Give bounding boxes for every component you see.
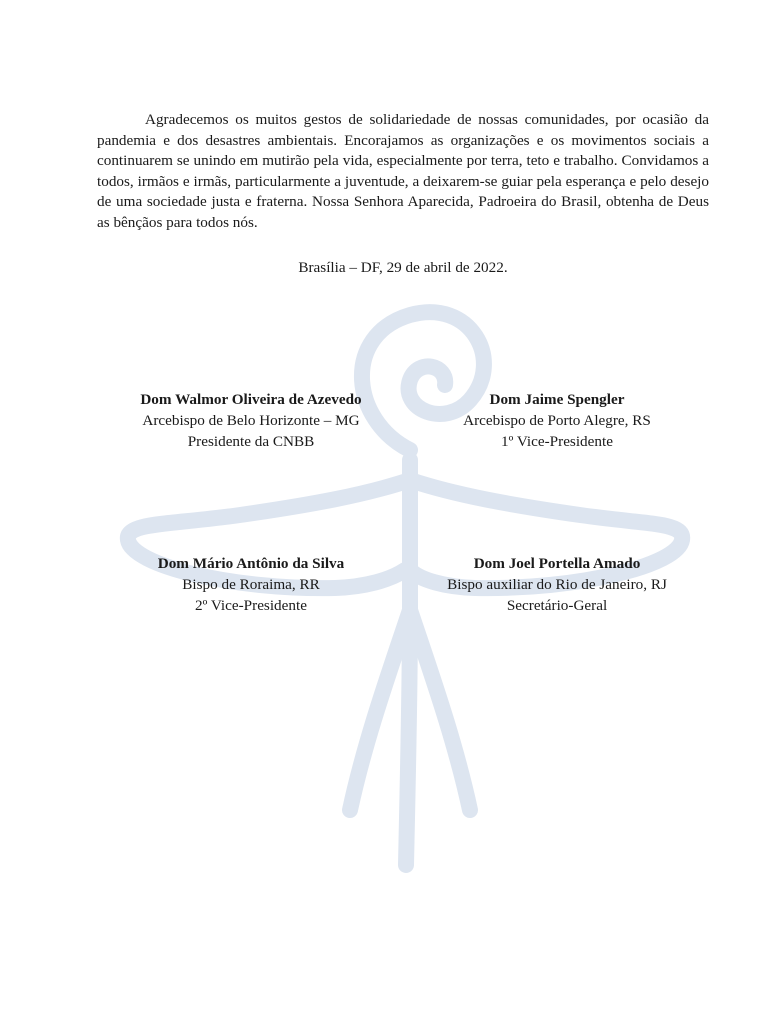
signatory-role: Secretário-Geral — [506, 597, 608, 614]
signatory-office: Bispo auxiliar do Rio de Janeiro, RJ — [447, 576, 667, 593]
signatory-role: 1º Vice-Presidente — [501, 433, 613, 450]
place-date: Brasília – DF, 29 de abril de 2022. — [298, 259, 508, 276]
signatory-office: Arcebispo de Porto Alegre, RS — [463, 412, 651, 429]
letter-paragraph: Agradecemos os muitos gestos de solidariedade de nossas comunidades, por ocasião da pandemia e dos desastres ambientais. Encorajamos as organizações e os movimentos sociais a continuarem se unindo em mutirão pela vida, especialmente por terra, teto e trabalho. Convidamos a todos, irmãos e irmãs, particularmente a juventude, a deixarem-se guiar pela esperança e pelo desejo de uma sociedade justa e fraterna. Nossa Senhora Aparecida, Padroeira do Brasil, obtenha de Deus as bênçãos para todos nós. — [97, 111, 709, 231]
signatory-name: Dom Walmor Oliveira de Azevedo — [140, 391, 362, 408]
signatory-name: Dom Mário Antônio da Silva — [157, 555, 345, 572]
signature-block-first-vice-president — [397, 389, 717, 452]
signature-block-second-vice-president — [91, 553, 411, 616]
signatory-role: 2º Vice-Presidente — [195, 597, 307, 614]
signature-block-president — [91, 389, 411, 452]
signatory-name: Dom Jaime Spengler — [489, 391, 625, 408]
signatory-name: Dom Joel Portella Amado — [473, 555, 641, 572]
signatory-office: Bispo de Roraima, RR — [182, 576, 320, 593]
signatory-office: Arcebispo de Belo Horizonte – MG — [142, 412, 360, 429]
signature-block-secretary-general — [397, 553, 717, 616]
signatory-role: Presidente da CNBB — [187, 433, 315, 450]
